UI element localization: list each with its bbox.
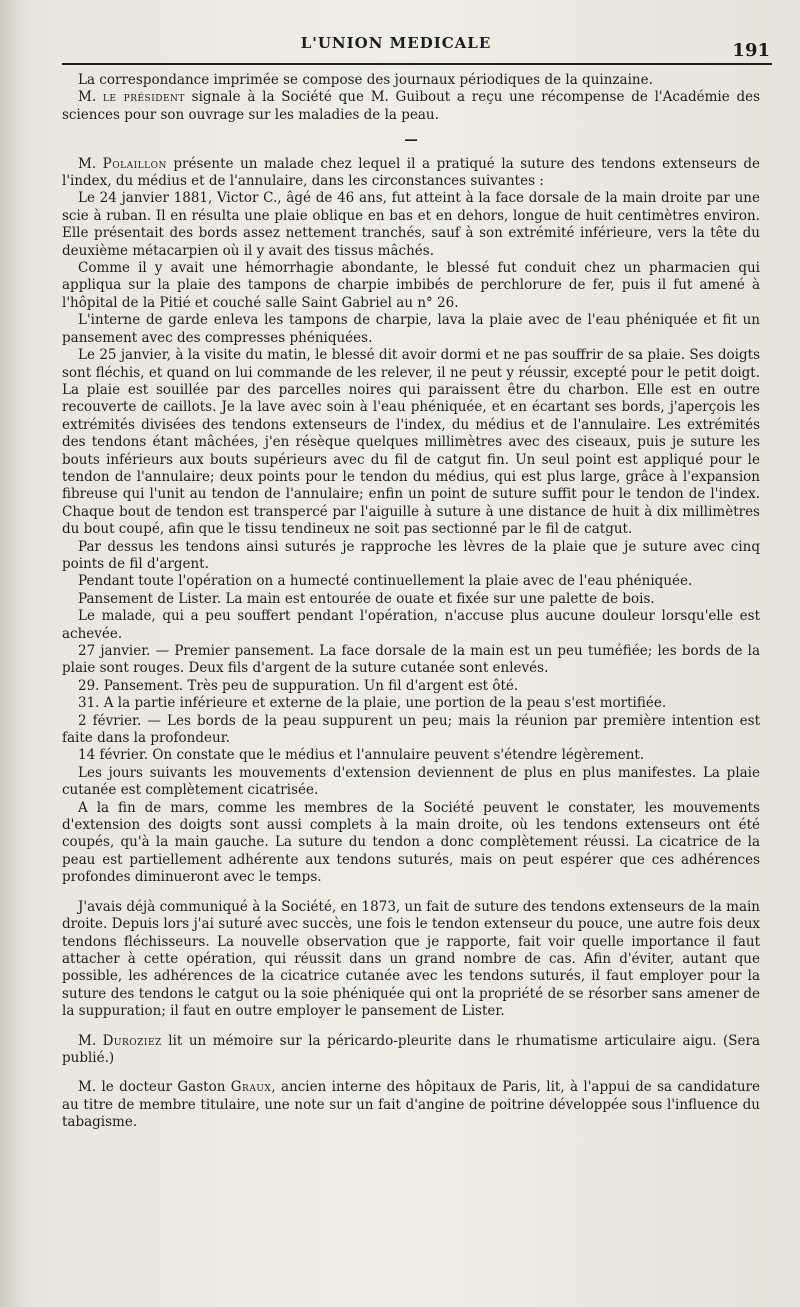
paragraph: Le 25 janvier, à la visite du matin, le blessé dit avoir dormi et ne pas souffrir de sa plaie. Ses doigts sont fléchis, et quand on lui commande de les relever, il ne peut y réussir, excepté pour le petit doigt. La plaie est souillée par des parcelles noires qui paraissent être du charbon. Elle est en outre recouverte de caillots. Je la lave avec soin à l'eau phéniquée, et en écartant ses bords, j'aperçois les extrémités divisées des tendons extenseurs de l'index, du médius et de l'annulaire. Les extrémités des tendons étant mâchées, j'en résèque quelques millimètres avec des ciseaux, puis je suture les bouts inférieurs aux bouts supérieurs avec du fil de catgut fin. Un seul point est appliqué pour le tendon de l'annulaire; deux points pour le tendon du médius, qui est plus large, grâce à l'expansion fibreuse qui l'unit au tendon de l'annulaire; enfin un point de suture suffit pour le tendon de l'index. Chaque bout de tendon est transpercé par l'aiguille à suture à une distance de huit à dix millimètres du bout coupé, afin que le tissu tendineux ne soit pas sectionné par le fil de catgut.: [62, 347, 760, 538]
correspondence-paragraph: La correspondance imprimée se compose des journaux périodiques de la quinzaine.: [78, 72, 653, 88]
polaillon-intro: M. Polaillon présente un malade chez lequel il a pratiqué la suture des tendons extenseurs de l'index, du médius et de l'annulaire, dans les circonstances suivantes :: [62, 155, 761, 190]
paragraph: 2 février. — Les bords de la peau suppurent un peu; mais la réunion par première intention est faite dans la profondeur.: [62, 712, 760, 747]
speaker-name: Polaillon: [102, 155, 167, 172]
president-paragraph: M. le président signale à la Société que M. Guibout a reçu une récompense de l'Académie des sciences pour son ouvrage sur les maladies de la peau.: [62, 89, 761, 123]
conclusion-paragraph: J'avais déjà communiqué à la Société, en 1873, un fait de suture des tendons extenseurs de la main droite. Depuis lors j'ai suturé avec succès, une fois le tendon extenseur du pouce, une autre fois deux tendons fléchisseurs. La nouvelle observation que je rapporte, fait voir quelle importance il faut attacher à cette opération, qui réussit dans un grand nombre de cas. Afin d'éviter, autant que possible, les adhérences de la cicatrice cutanée avec les tendons suturés, il faut employer pour la suture des tendons le catgut ou la soie phéniquée qui ont la propriété de se résorber sans amener de la suppuration; il faut en outre employer le pansement de Lister.: [62, 898, 760, 1020]
paragraph: 27 janvier. — Premier pansement. La face dorsale de la main est un peu tuméfiée; les bords de la plaie sont rouges. Deux fils d'argent de la suture cutanée sont enlevés.: [62, 643, 760, 677]
paragraph: Le malade, qui a peu souffert pendant l'opération, n'accuse plus aucune douleur lorsqu'elle est achevée.: [62, 608, 760, 642]
speaker-name: le président: [102, 89, 185, 106]
speaker-name: Graux: [230, 1079, 272, 1096]
paragraph: Les jours suivants les mouvements d'extension deviennent de plus en plus manifestes. La plaie cutanée est complètement cicatrisée.: [62, 764, 760, 799]
article-body: [62, 72, 760, 1132]
paragraph: Pendant toute l'opération on a humecté continuellement la plaie avec de l'eau phéniquée.: [78, 573, 693, 590]
case-observation: [62, 190, 760, 886]
page-header: [62, 28, 770, 62]
paragraph: Par dessus les tendons ainsi suturés je rapproche les lèvres de la plaie que je suture avec cinq points de fil d'argent.: [62, 538, 760, 572]
paragraph: Le 24 janvier 1881, Victor C., âgé de 46 ans, fut atteint à la face dorsale de la main droite par une scie à ruban. Il en résulta une plaie oblique en bas et en dehors, longue de huit centimètres environ. Elle présentait des bords assez nettement tranchés, sauf à son extrémité inférieure, vers la tête du deuxième métacarpien où il y avait des tissus mâchés.: [62, 190, 760, 259]
page-number: 191: [732, 40, 770, 61]
paragraph: 29. Pansement. Très peu de suppuration. Un fil d'argent est ôté.: [78, 677, 519, 694]
duroziez-paragraph: M. Duroziez lit un mémoire sur la péricardo-pleurite dans le rhumatisme articulaire aigu. (Sera publié.): [62, 1032, 760, 1066]
paragraph: 31. A la partie inférieure et externe de la plaie, une portion de la peau s'est mortifiée.: [78, 695, 667, 712]
running-title: L'UNION MEDICALE: [300, 34, 492, 52]
paragraph: A la fin de mars, comme les membres de la Société peuvent le constater, les mouvements d'extension des doigts sont aussi complets à la main droite, où les tendons extenseurs ont été coupés, qu'à la main gauche. La suture du tendon a donc complètement réussi. La cicatrice de la peau est partiellement adhérente aux tendons suturés, mais on peut espérer que ces adhérences profondes diminueront avec le temps.: [62, 799, 760, 886]
paragraph: 14 février. On constate que le médius et l'annulaire peuvent s'étendre légèrement.: [78, 747, 645, 764]
paragraph: Comme il y avait une hémorrhagie abondante, le blessé fut conduit chez un pharmacien qui appliqua sur la plaie des tampons de charpie imbibés de perchlorure de fer, puis il fut amené à l'hôpital de la Pitié et couché salle Saint Gabriel au n° 26.: [62, 260, 760, 311]
paragraph: L'interne de garde enleva les tampons de charpie, lava la plaie avec de l'eau phéniquée et fit un pansement avec des compresses phéniquées.: [62, 312, 760, 346]
paragraph: Pansement de Lister. La main est entourée de ouate et fixée sur une palette de bois.: [78, 590, 655, 607]
graux-paragraph: M. le docteur Gaston Graux, ancien interne des hôpitaux de Paris, lit, à l'appui de sa candidature au titre de membre titulaire, une note sur un fait d'angine de poitrine développée sous l'influence du tabagisme.: [62, 1079, 760, 1131]
speaker-name: Duroziez: [102, 1032, 162, 1049]
section-separator: —: [404, 132, 418, 149]
header-rule: [62, 63, 772, 65]
